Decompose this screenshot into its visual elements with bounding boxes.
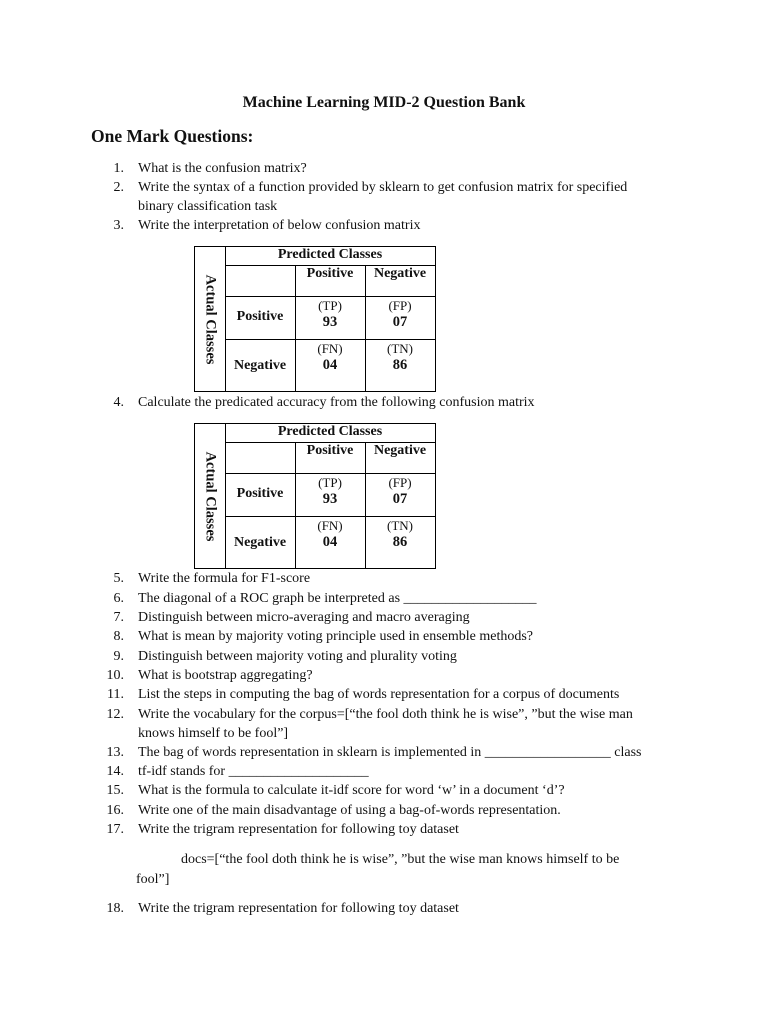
question-number: 12. <box>106 707 124 722</box>
fp-label: (FP) <box>388 475 412 490</box>
actual-classes-label: Actual Classes <box>202 274 219 364</box>
question-text: List the steps in computing the bag of words representation for a corpus of documents <box>138 687 620 702</box>
tn-label: (TN) <box>387 518 413 533</box>
question-text: The bag of words representation in sklearn is implemented in __________________ class <box>138 745 642 760</box>
predicted-classes-header: Predicted Classes <box>277 424 383 439</box>
question-text: Write the trigram representation for following toy dataset <box>138 822 459 837</box>
question-number: 1. <box>113 161 124 176</box>
question-number: 17. <box>106 822 124 837</box>
question-number: 8. <box>113 629 124 644</box>
fp-value: 07 <box>392 314 408 330</box>
fp-value: 07 <box>392 491 408 507</box>
question-text: Write one of the main disadvantage of using a bag-of-words representation. <box>138 803 561 818</box>
section-title: One Mark Questions: <box>91 126 254 146</box>
row-header-positive: Positive <box>236 486 284 501</box>
row-header-negative: Negative <box>233 358 287 373</box>
question-number: 4. <box>113 395 124 410</box>
question-number: 15. <box>106 783 124 798</box>
question-number: 9. <box>113 649 124 664</box>
question-text: Distinguish between majority voting and plurality voting <box>138 649 457 664</box>
question-text: Calculate the predicated accuracy from the following confusion matrix <box>138 395 535 410</box>
question-number: 2. <box>113 180 124 195</box>
question-number: 11. <box>107 687 124 702</box>
row-header-positive: Positive <box>236 309 284 324</box>
question-number: 18. <box>106 901 124 916</box>
question-text: What is the confusion matrix? <box>138 161 307 176</box>
question-number: 3. <box>113 218 124 233</box>
col-header-positive: Positive <box>306 266 354 281</box>
question-number: 16. <box>106 803 124 818</box>
question-text-continued: binary classification task <box>138 199 278 214</box>
question-text: Distinguish between micro-averaging and macro averaging <box>138 610 470 625</box>
tp-value: 93 <box>322 314 338 330</box>
question-text: Write the interpretation of below confusion matrix <box>138 218 421 233</box>
question-text: The diagonal of a ROC graph be interpreted as ___________________ <box>138 591 537 606</box>
docs-line-2: fool”] <box>136 872 170 887</box>
tn-value: 86 <box>392 534 408 550</box>
question-text: What is mean by majority voting principle used in ensemble methods? <box>138 629 534 644</box>
col-header-negative: Negative <box>373 266 427 281</box>
fn-value: 04 <box>322 357 338 373</box>
question-text: What is bootstrap aggregating? <box>138 668 313 683</box>
fn-label: (FN) <box>317 341 343 356</box>
question-text: What is the formula to calculate it-idf score for word ‘w’ in a document ‘d’? <box>138 783 565 798</box>
confusion-matrix-1 <box>194 246 436 392</box>
question-text: Write the syntax of a function provided by sklearn to get confusion matrix for specified <box>138 180 628 195</box>
question-text: Write the trigram representation for following toy dataset <box>138 901 459 916</box>
question-number: 13. <box>106 745 124 760</box>
question-number: 5. <box>113 571 124 586</box>
col-header-positive: Positive <box>306 443 354 458</box>
fn-label: (FN) <box>317 518 343 533</box>
tp-label: (TP) <box>318 475 342 490</box>
docs-line-1: docs=[“the fool doth think he is wise”, ”but the wise man knows himself to be <box>181 852 620 867</box>
tp-label: (TP) <box>318 298 342 313</box>
predicted-classes-header: Predicted Classes <box>277 247 383 262</box>
question-text-continued: knows himself to be fool”] <box>138 726 289 741</box>
tn-label: (TN) <box>387 341 413 356</box>
question-text: Write the formula for F1-score <box>138 571 311 586</box>
fn-value: 04 <box>322 534 338 550</box>
confusion-matrix-2 <box>194 423 436 569</box>
fp-label: (FP) <box>388 298 412 313</box>
actual-classes-label: Actual Classes <box>202 451 219 541</box>
tn-value: 86 <box>392 357 408 373</box>
tp-value: 93 <box>322 491 338 507</box>
row-header-negative: Negative <box>233 535 287 550</box>
page-title: Machine Learning MID-2 Question Bank <box>242 94 526 111</box>
question-text: tf-idf stands for ____________________ <box>138 764 369 779</box>
question-number: 10. <box>106 668 124 683</box>
question-number: 7. <box>113 610 124 625</box>
question-number: 6. <box>113 591 124 606</box>
col-header-negative: Negative <box>373 443 427 458</box>
question-number: 14. <box>106 764 124 779</box>
question-text: Write the vocabulary for the corpus=[“the fool doth think he is wise”, ”but the wise man <box>138 707 633 722</box>
